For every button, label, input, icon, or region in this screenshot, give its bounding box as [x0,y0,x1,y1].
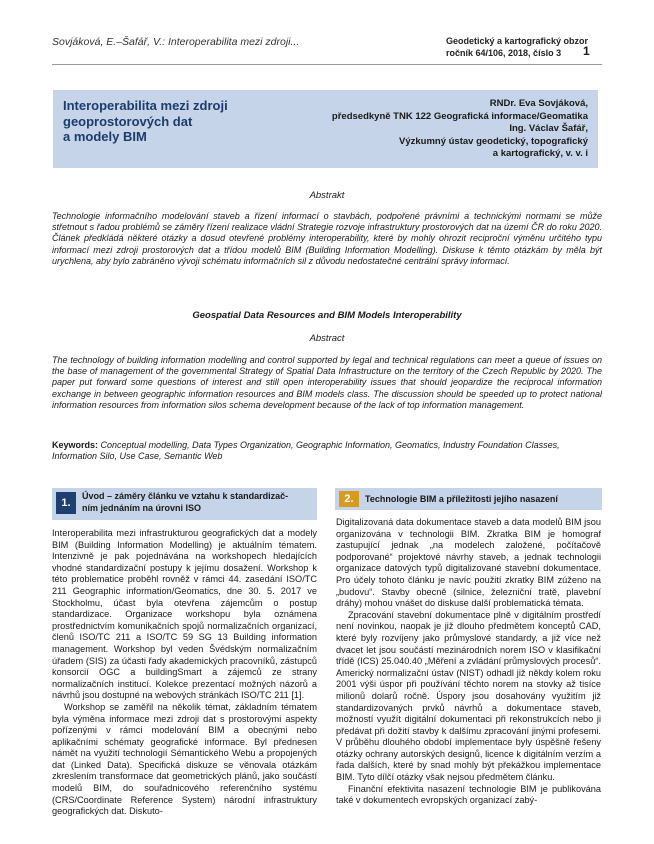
journal-info [446,35,588,59]
section-1-heading [52,488,317,520]
abstract-cz-text: Technologie informačního modelování staveb a řízení informací o stavbách, podpořené právními a technickými normami se může střetnout s řadou problémů se záměry řízení realizace vládní Strategie rozvoje infrastruktury prostorových dat na území ČR do roku 2020. Článek předkládá některé otázky a dosud otevřené problémy interoperability, které by mohly ohrozit reciproční výměnu určitého typu informací mezi zdroji prostorových dat a třídou modelů BIM (Building Information Modelling). Diskuse k těmto otázkám by měla být urychlena, aby bylo zabráněno vývoji schématu informačních sil z důvodu nedostatečné centrální správy informací. [52,211,602,266]
column-left [52,528,317,818]
section-number: 2. [339,491,359,507]
paragraph: Interoperabilita mezi infrastrukturou geografických dat a modely BIM (Building Information Modelling) je aktuálním tématem. Intenzivně je pak pojednávána na workshopech hledajících vhodné standardizační postupy k jejímu dosažení. Workshop k této problematice proběhl rovněž v rámci 44. zasedání ISO/TC 211 Geographic information/Geomatics, dne 30. 5. 2017 ve Stockholmu, účast byla otevřena zájemcům o postup standardizace. Organizace workshopu byla oznámena prostřednictvím komunikačních spojů normalizačních organizací, členů ISO/TC 211 a ISO/TC 59 SG 13 Building information management. Workshop byl veden Švédským normalizačním úřadem (SIS) za účasti řady akademických pracovníků, zástupců konsorcií OGC a buildingSmart a zájemců ze strany normalizačních institucí. Kolekce prezentací možných názorů a návrhů jsou dostupné na webových stránkách ISO/TC 211 [1]. [52,528,317,701]
section-2-heading [335,488,602,510]
keywords [52,440,602,462]
abstract-cz-heading: Abstrakt [309,190,345,201]
author-line: Výzkumný ústav geodetický, topografický [398,135,588,147]
paragraph: Workshop se zaměřil na několik témat, základním tématem byla výměna informace mezi zdroji dat s prostorovými aspekty pořízenými v rámci modelování BIM a obecnými nebo aplikačními schématy geografické informace. Byl přednesen námět na využití technologií Sémantického Webu a propojených dat (Linked Data). Specifická diskuze se věnovala otázkám zkreslením transformace dat geometrických plánů, jako součástí modelů BIM, do souřadnicového referenčního systému (CRS/Coordinate Reference System) národní infrastruktury geografických dat. Diskuto- [52,701,317,817]
section-title: Technologie BIM a příležitosti jejího nasazení [365,494,558,504]
keywords-label: Keywords: [52,440,99,450]
author-line: předsedkyně TNK 122 Geografická informace/Geomatika [331,110,588,122]
author-line: Ing. Václav Šafář, [509,123,588,134]
running-head: Sovjáková, E.–Šafář, V.: Interoperabilita mezi zdroji... [52,36,300,48]
abstract-en-text: The technology of building information modelling and control supported by legal and technical regulations can meet a queue of issues on the base of management of the governmental Strategy of Spatial Data Infrastructure on the territory of the Czech Republic by 2020. The paper put forward some questions of interest and still open interoperability issues that should jeopardize the reciprocal information exchange in between geographic information resources and BIM models class. The discussion should be speeded up to protect national information resources from information silos schema development because of the lack of top information management. [52,355,602,410]
keywords-text: Conceptual modelling, Data Types Organization, Geographic Information, Geomatics, Industry Foundation Classes, Information Silo, Use Case, Semantic Web [52,440,560,462]
journal-name: Geodetický a kartografický obzor [446,36,589,46]
column-right [336,517,601,807]
paragraph: Finanční efektivita nasazení technologie BIM je publikována také v dokumentech evropských organizací zabý- [336,783,601,806]
section-title [82,490,288,514]
journal-volume: ročník 64/106, 2018, číslo 3 [446,48,562,58]
section-number: 1. [56,492,76,514]
paragraph: Zpracování stavební dokumentace plně v digitálním prostředí není novinkou, naopak je již dlouho předmětem konceptů CAD, které byly rozvíjeny jako průmyslové standardy, a již více než dvacet let jsou součástí mezinárodních norem ISO v klasifikační třídě (ICS) 25.040.40 „Měření a zvládání průmyslových procesů“. Americký normalizační ústav (NIST) odhadl již někdy kolem roku 2001 výši úspor při používání těchto norem na stovky až tisíce milionů dolarů ročně. Úspory jsou dosahovány využitím již standardizovaných prvků návrhů a dokumentace staveb, možností využít digitální dokumentaci při rekonstrukcích nebo ji předávat při dožití stavby k dalšímu zpracování jinými profesemi. V průběhu dlouhého období implementace byly úspěšně řešeny otázky ochrany autorských designů, licence k digitálním verzím a řada dalších, které by snad mohly být překážkou implementace BIM. Tyto dílčí otázky však nejsou předmětem článku. [336,609,601,783]
section-title-line: ním jednáním na úrovni ISO [82,503,202,513]
author-line: a kartografický, v. v. i [492,148,588,159]
header-rule [52,64,602,65]
article-title [63,98,263,145]
author-line: RNDr. Eva Sovjáková, [489,98,588,109]
paragraph: Digitalizovaná data dokumentace staveb a data modelů BIM jsou organizována v technologii BIM. Zkratka BIM je homograf zastupující jednak „na modelech založené, počítačově podporované“ projektové návrhy staveb, a jednak technologii organizace datových typů digitalizované stavební dokumentace. Pro účely tohoto článku je navíc použití zkratky BIM zúženo na „budovu“. Stavby obecně (silnice, železniční tratě, plavební dráhy) mohou vnášet do diskuse další problematická témata. [336,517,601,609]
title-line: Interoperabilita mezi zdroji [63,98,228,113]
section-title-line: Úvod – záměry článku ve vztahu k standardizač- [82,491,289,501]
page-number: 1 [583,44,590,58]
english-title: Geospatial Data Resources and BIM Models Interoperability [192,310,462,321]
title-line: geoprostorových dat [63,113,193,129]
author-block [332,98,588,161]
abstract-en-heading: Abstract [309,333,345,344]
title-box [53,90,598,168]
title-line: a modely BIM [63,129,147,144]
